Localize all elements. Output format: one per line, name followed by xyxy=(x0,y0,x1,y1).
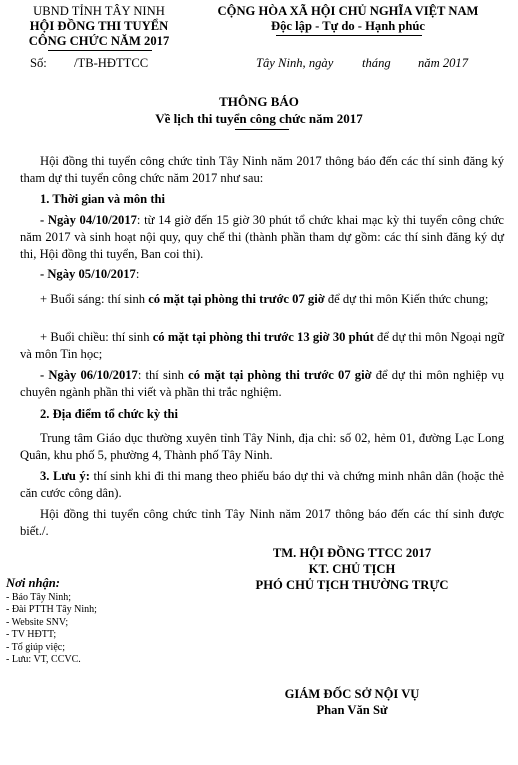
document-number-label: Số: xyxy=(30,56,47,70)
issuer-underline xyxy=(48,50,152,51)
paragraph-oct-5 xyxy=(20,266,504,283)
recipient-item: - TV HĐTT; xyxy=(6,629,57,641)
issuer-year: CÔNG CHỨC NĂM 2017 xyxy=(28,34,170,48)
signer-block xyxy=(232,686,472,718)
signature-for-chairman: KT. CHỦ TỊCH xyxy=(308,562,396,576)
date-oct-6: - Ngày 06/10/2017 xyxy=(40,368,138,382)
morning-arrival-time: có mặt tại phòng thi trước 07 giờ xyxy=(148,292,325,306)
document-number: /TB-HĐTTCC xyxy=(74,56,149,70)
date-oct-4: - Ngày 04/10/2017 xyxy=(40,213,137,227)
signature-block xyxy=(232,545,472,593)
recipient-item: - Website SNV; xyxy=(6,616,69,628)
issuer-council: HỘI ĐỒNG THI TUYỂN xyxy=(29,19,169,33)
note-paragraph xyxy=(20,468,504,502)
recipients-label: Nơi nhận: xyxy=(6,576,61,590)
venue-paragraph: Trung tâm Giáo dục thường xuyên tỉnh Tây Ninh, địa chỉ: số 02, hẻm 01, đường Lạc Long Quân, khu phố 5, phường 4, Thành phố Tây Ninh. xyxy=(20,431,504,462)
signer-title: GIÁM ĐỐC SỞ NỘI VỤ xyxy=(284,687,420,701)
national-name: CỘNG HÒA XÃ HỘI CHỦ NGHĨA VIỆT NAM xyxy=(217,4,479,18)
recipient-item: - Tổ giúp việc; xyxy=(6,641,65,653)
national-motto: Độc lập - Tự do - Hạnh phúc xyxy=(271,19,425,33)
motto-underline xyxy=(276,35,422,36)
section-2-heading: 2. Địa điểm tổ chức kỳ thi xyxy=(40,407,179,421)
oct-4-details: : từ 14 giờ đến 15 giờ 30 phút tổ chức khai mạc kỳ thi tuyển công chức năm 2017 và sinh hoạt nội quy, quy chế thi (thành phần tham dự gồm: các thí sinh đăng ký dự thi, Hội đồng thi tuyển, Ban coi thi). xyxy=(20,213,504,261)
oct-6-arrival-time: có mặt tại phòng thi trước 07 giờ xyxy=(188,368,372,382)
date-oct-5: - Ngày 05/10/2017 xyxy=(40,267,136,281)
morning-lead: + Buổi sáng: thí sinh xyxy=(40,292,149,306)
date-place: Tây Ninh, ngày xyxy=(256,56,334,70)
national-motto-block xyxy=(186,4,510,34)
paragraph-oct-6 xyxy=(20,367,504,401)
morning-subject: để dự thi môn Kiến thức chung; xyxy=(324,292,489,306)
paragraph-morning xyxy=(20,291,504,308)
signer-name: Phan Văn Sử xyxy=(316,703,388,717)
oct-6-subject: để dự thi môn nghiệp vụ chuyên ngành phần thi viết và phần thi trắc nghiệm. xyxy=(20,368,505,399)
closing-paragraph: Hội đồng thi tuyển công chức tỉnh Tây Ninh năm 2017 thông báo đến các thí sinh được biết./. xyxy=(20,507,504,538)
signature-position: PHÓ CHỦ TỊCH THƯỜNG TRỰC xyxy=(255,578,449,592)
date-year: năm 2017 xyxy=(418,56,469,70)
document-subtitle: Về lịch thi tuyển công chức năm 2017 xyxy=(155,111,363,126)
paragraph-afternoon xyxy=(20,329,504,363)
issuer-block xyxy=(20,4,178,49)
section-1-heading: 1. Thời gian và môn thi xyxy=(40,192,166,206)
document-title: THÔNG BÁO xyxy=(219,94,299,109)
oct-6-lead: : thí sinh xyxy=(137,368,189,382)
paragraph-oct-4 xyxy=(20,212,504,263)
recipient-item: - Lưu: VT, CCVC. xyxy=(6,654,81,666)
date-month: tháng xyxy=(362,56,391,70)
intro-paragraph: Hội đồng thi tuyển công chức tỉnh Tây Ninh năm 2017 thông báo đến các thí sinh đăng ký tham dự thi tuyển công chức năm 2017 như sau: xyxy=(20,154,504,185)
recipients-list xyxy=(6,592,97,666)
recipient-item: - Báo Tây Ninh; xyxy=(6,592,72,603)
afternoon-arrival-time: có mặt tại phòng thi trước 13 giờ 30 phút xyxy=(152,330,374,344)
title-underline xyxy=(235,129,289,130)
oct-5-colon: : xyxy=(135,267,140,281)
note-text: thí sinh khi đi thi mang theo phiếu báo dự thi và chứng minh nhân dân (hoặc thẻ căn cước công dân). xyxy=(20,469,505,500)
afternoon-subject: để dự thi môn Ngoại ngữ và môn Tin học; xyxy=(20,330,504,361)
afternoon-lead: + Buổi chiều: thí sinh xyxy=(40,330,153,344)
recipient-item: - Đài PTTH Tây Ninh; xyxy=(6,604,97,616)
note-heading: 3. Lưu ý: xyxy=(40,469,90,483)
issuer-province: UBND TỈNH TÂY NINH xyxy=(33,4,165,18)
signature-on-behalf: TM. HỘI ĐỒNG TTCC 2017 xyxy=(272,546,432,560)
